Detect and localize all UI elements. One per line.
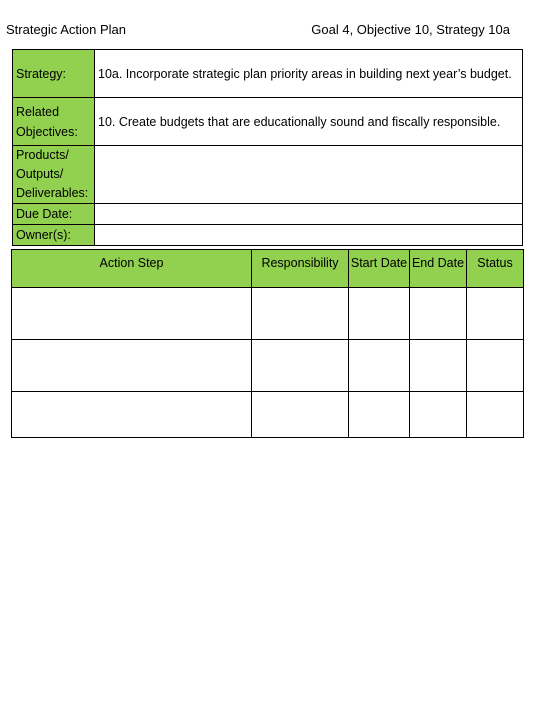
start-date-cell	[349, 392, 410, 438]
page-title: Strategic Action Plan	[6, 22, 126, 37]
strategy-row	[13, 50, 523, 98]
due-date-label: Due Date:	[13, 204, 95, 225]
col-status: Status	[467, 250, 524, 288]
due-date-row	[13, 204, 523, 225]
strategy-label: Strategy:	[13, 50, 95, 98]
action-steps-table	[11, 249, 524, 438]
col-end-date: End Date	[410, 250, 467, 288]
status-cell	[467, 392, 524, 438]
col-start-date: Start Date	[349, 250, 410, 288]
strategy-info-table	[12, 49, 523, 246]
start-date-cell	[349, 288, 410, 340]
status-cell	[467, 340, 524, 392]
table-row	[12, 288, 524, 340]
responsibility-cell	[252, 392, 349, 438]
objectives-row	[13, 98, 523, 146]
objectives-label: Related Objectives:	[13, 98, 95, 146]
owner-row	[13, 225, 523, 246]
responsibility-cell	[252, 288, 349, 340]
products-label: Products/ Outputs/ Deliverables:	[13, 146, 95, 204]
col-action-step: Action Step	[12, 250, 252, 288]
objectives-value: 10. Create budgets that are educationally sound and fiscally responsible.	[95, 98, 523, 146]
end-date-cell	[410, 288, 467, 340]
owner-value	[95, 225, 523, 246]
products-value	[95, 146, 523, 204]
due-date-value	[95, 204, 523, 225]
table-row	[12, 392, 524, 438]
steps-header-row	[12, 250, 524, 288]
owner-label: Owner(s):	[13, 225, 95, 246]
end-date-cell	[410, 340, 467, 392]
col-responsibility: Responsibility	[252, 250, 349, 288]
action-step-cell	[12, 340, 252, 392]
goal-reference: Goal 4, Objective 10, Strategy 10a	[311, 22, 510, 37]
products-row	[13, 146, 523, 204]
strategy-value: 10a. Incorporate strategic plan priority areas in building next year’s budget.	[95, 50, 523, 98]
action-step-cell	[12, 392, 252, 438]
responsibility-cell	[252, 340, 349, 392]
start-date-cell	[349, 340, 410, 392]
table-row	[12, 340, 524, 392]
action-step-cell	[12, 288, 252, 340]
end-date-cell	[410, 392, 467, 438]
status-cell	[467, 288, 524, 340]
